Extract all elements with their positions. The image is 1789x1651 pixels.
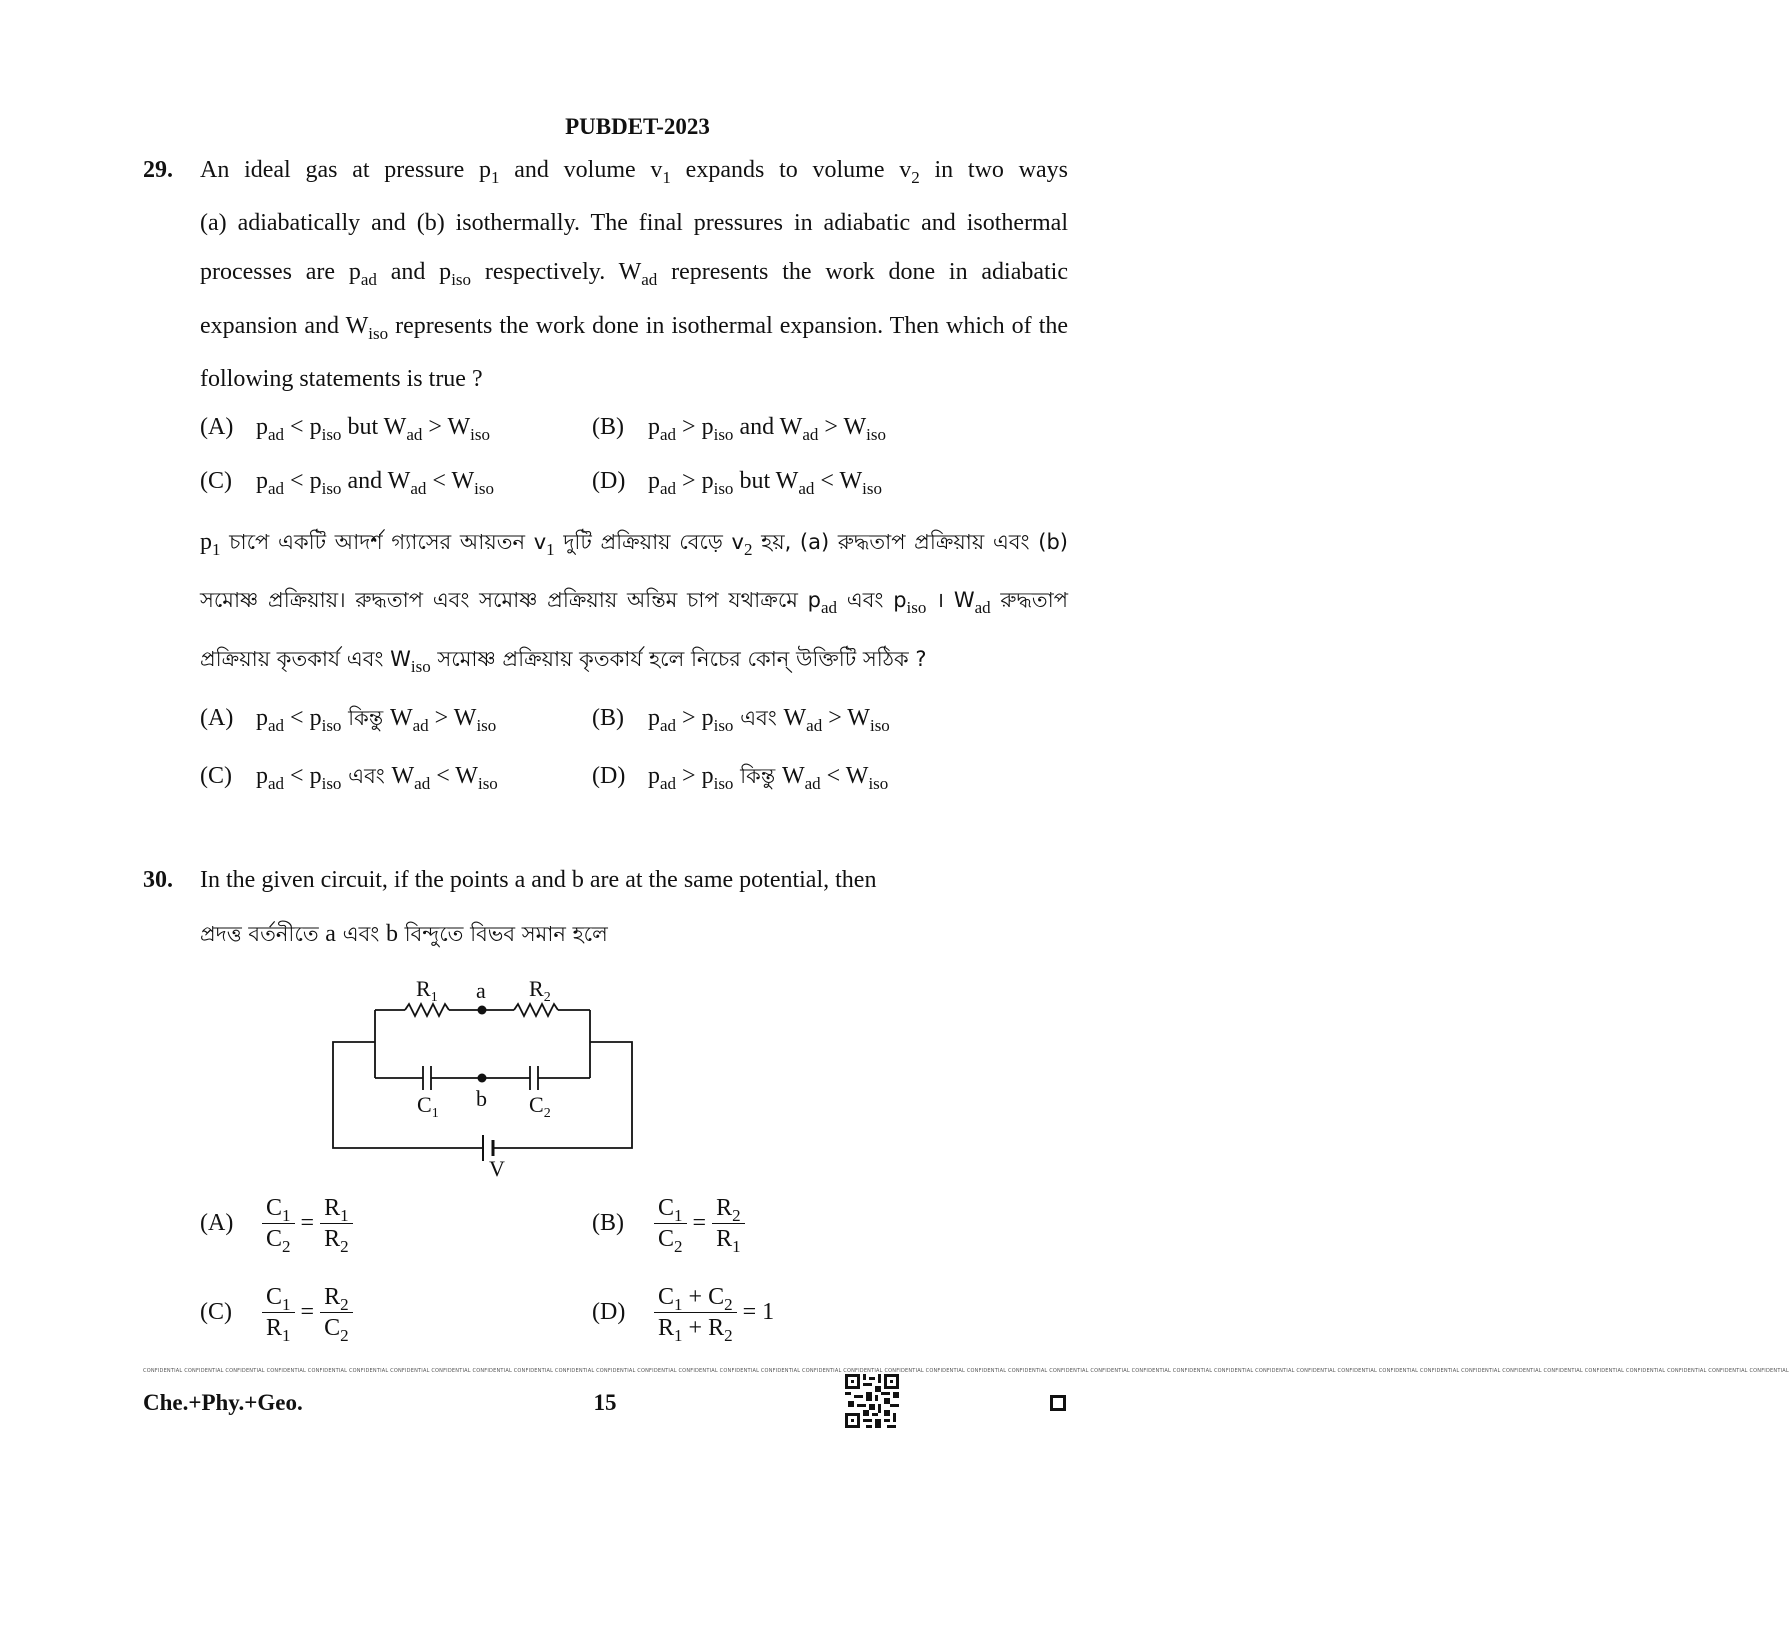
fraction-right: $\frac{R_1}{R_2}$ <box>320 1193 353 1254</box>
label-c1: $C_1$ <box>417 1092 439 1121</box>
page-header-title: PUBDET-2023 <box>565 114 710 139</box>
point-a-dot <box>478 1006 487 1015</box>
fraction-left: $\frac{C_1}{C_2}$ <box>654 1193 687 1254</box>
outer-wire-right <box>493 1042 632 1148</box>
q29-en-line-3: processes are $p_{ad}$ and $p_{iso}$ respectively. $W_{ad}$ represents the work done in adiabatic <box>200 259 1068 289</box>
fraction-sum: $\frac{C_1 + C_2}{R_1 + R_2}$ <box>654 1282 737 1343</box>
label-b: b <box>476 1086 487 1111</box>
fraction-right: $\frac{R_2}{C_2}$ <box>320 1282 353 1343</box>
q29-bn-line-1: $p_1$ চাপে একটি আদর্শ গ্যাসের আয়তন $v_1$ দুটি প্রক্রিয়ায় বেড়ে $v_2$ হয়, (a) রুদ্ধতাপ প্রক্রিয়ায় এবং (b) <box>200 529 1068 559</box>
q30-option-a[interactable]: (A) $\frac{C_1}{C_2}$ = $\frac{R_1}{R_2}$ <box>200 1193 353 1254</box>
q29-en-option-b[interactable]: (B) $p_{ad} > p_{iso}$ and $W_{ad} > W_{iso}$ <box>592 414 886 444</box>
fraction-left: $\frac{C_1}{R_1}$ <box>262 1282 295 1343</box>
question-number-29: 29. <box>143 157 173 183</box>
corner-square-icon <box>1050 1395 1066 1411</box>
q29-en-line-1: An ideal gas at pressure $p_1$ and volume $v_1$ expands to volume $v_2$ in two ways <box>200 157 1068 187</box>
q29-en-line-5: following statements is true ? <box>200 366 483 392</box>
q29-en-line-4: expansion and $W_{iso}$ represents the work done in isothermal expansion. Then which of the <box>200 313 1069 343</box>
point-b-dot <box>478 1074 487 1083</box>
q29-en-option-d[interactable]: (D) $p_{ad} > p_{iso}$ but $W_{ad} < W_{iso}$ <box>592 468 882 498</box>
q29-bn-line-2: সমোষ্ণ প্রক্রিয়ায়। রুদ্ধতাপ এবং সমোষ্ণ প্রক্রিয়ায় অন্তিম চাপ যথাক্রমে $p_{ad}$ এবং $p_{iso}$ । $W_{ad}$ রুদ্ধতাপ <box>200 588 1068 617</box>
circuit-diagram <box>320 970 650 1180</box>
q29-bn-option-a[interactable]: (A) $p_{ad} < p_{iso}$ কিন্তু $W_{ad} > W_{iso}$ <box>200 705 497 735</box>
outer-wire <box>333 1042 483 1148</box>
label-r1: $R_1$ <box>416 976 438 1005</box>
q30-en-text: In the given circuit, if the points a and b are at the same potential, then <box>200 867 877 893</box>
q30-option-c[interactable]: (C) $\frac{C_1}{R_1}$ = $\frac{R_2}{C_2}$ <box>200 1282 353 1343</box>
fraction-right: $\frac{R_2}{R_1}$ <box>712 1193 745 1254</box>
q29-en-line-2: (a) adiabatically and (b) isothermally. The final pressures in adiabatic and isothermal <box>200 210 1068 236</box>
label-c2: $C_2$ <box>529 1092 551 1121</box>
q30-bn-text: প্রদত্ত বর্তনীতে a এবং b বিন্দুতে বিভব সমান হলে <box>200 921 608 947</box>
resistor-r1 <box>405 1004 449 1016</box>
resistor-r2 <box>514 1004 558 1016</box>
footer-subject: Che.+Phy.+Geo. <box>143 1390 303 1415</box>
q30-option-b[interactable]: (B) $\frac{C_1}{C_2}$ = $\frac{R_2}{R_1}$ <box>592 1193 745 1254</box>
qr-code-icon <box>845 1374 899 1428</box>
fraction-left: $\frac{C_1}{C_2}$ <box>262 1193 295 1254</box>
q29-en-option-a[interactable]: (A) $p_{ad} < p_{iso}$ but $W_{ad} > W_{iso}$ <box>200 414 490 444</box>
label-r2: $R_2$ <box>529 976 551 1005</box>
label-a: a <box>476 978 486 1003</box>
q29-bn-option-c[interactable]: (C) $p_{ad} < p_{iso}$ এবং $W_{ad} < W_{iso}$ <box>200 763 498 793</box>
confidential-strip: CONFIDENTIAL CONFIDENTIAL CONFIDENTIAL CONFIDENTIAL CONFIDENTIAL CONFIDENTIAL CONFIDENTIAL CONFIDENTIAL CONFIDENTIAL CONFIDENTIAL CONFIDENTIAL CONFIDENTIAL CONFIDENTIAL CONFIDENTIAL CONFIDENTIAL CONFIDENTIAL CONFIDENTIAL CONFIDENTIAL CONFIDENTIAL CONFIDENTIAL CONFIDENTIAL CONFIDENTIAL CONFIDENTIAL CONFIDENTIAL CONFIDENTIAL CONFIDENTIAL CONFIDENTIAL CONFIDENTIAL CONFIDENTIAL CONFIDENTIAL CONFIDENTIAL CONFIDENTIAL CONFIDENTIAL CONFIDENTIAL CONFIDENTIAL CONFIDENTIAL CONFIDENTIAL CONFIDENTIAL CONFIDENTIAL CONFIDENTIAL <box>143 1368 1789 1374</box>
q29-en-option-c[interactable]: (C) $p_{ad} < p_{iso}$ and $W_{ad} < W_{iso}$ <box>200 468 494 498</box>
q29-bn-line-3: প্রক্রিয়ায় কৃতকার্য এবং $W_{iso}$ সমোষ্ণ প্রক্রিয়ায় কৃতকার্য হলে নিচের কোন্ উক্তিটি সঠিক ? <box>200 647 927 676</box>
label-v: V <box>489 1156 505 1181</box>
page-number: 15 <box>593 1390 617 1415</box>
q29-bn-option-b[interactable]: (B) $p_{ad} > p_{iso}$ এবং $W_{ad} > W_{iso}$ <box>592 705 890 735</box>
question-number-30: 30. <box>143 867 173 893</box>
q29-bn-option-d[interactable]: (D) $p_{ad} > p_{iso}$ কিন্তু $W_{ad} < W_{iso}$ <box>592 763 889 793</box>
q30-option-d[interactable]: (D) $\frac{C_1 + C_2}{R_1 + R_2}$ = 1 <box>592 1284 775 1345</box>
